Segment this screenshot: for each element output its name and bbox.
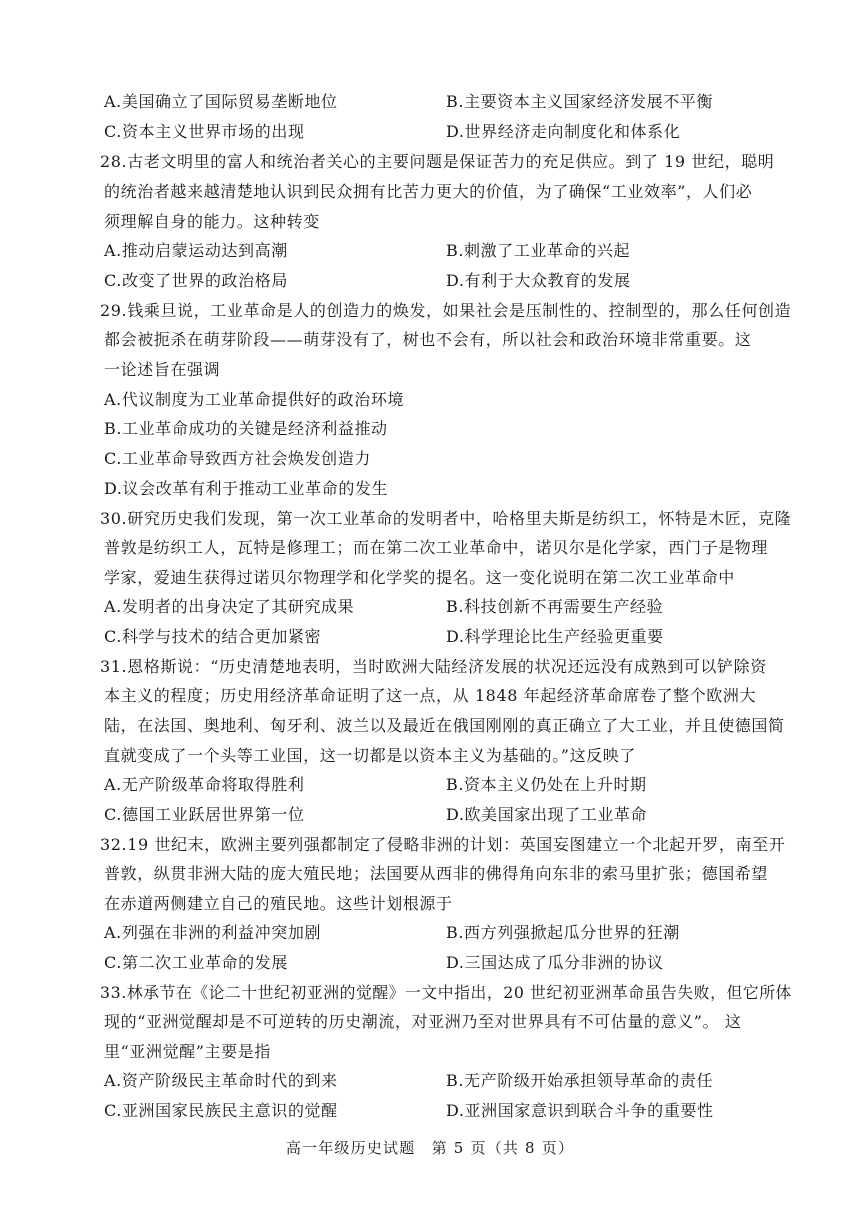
q32-stem-line-2: 普敦，纵贯非洲大陆的庞大殖民地；法国要从西非的佛得角向东非的索马里扩张；德国希望	[104, 864, 769, 883]
q32-option-d: D.三国达成了瓜分非洲的协议	[446, 953, 664, 972]
q27-option-d: D.世界经济走向制度化和体系化	[446, 122, 681, 141]
q29-stem-line-3: 一论述旨在强调	[104, 360, 221, 379]
q32-option-b: B.西方列强掀起瓜分世界的狂潮	[446, 923, 680, 942]
q30-option-a: A.发明者的出身决定了其研究成果	[104, 597, 355, 616]
q32-option-c: C.第二次工业革命的发展	[104, 953, 288, 972]
q28-stem-line-1: 28.古老文明里的富人和统治者关心的主要问题是保证苦力的充足供应。到了 19 世纪，聪明	[100, 152, 775, 171]
q29-option-b: B.工业革命成功的关键是经济利益推动	[104, 419, 388, 438]
q30-stem-line-3: 学家，爱迪生获得过诺贝尔物理学和化学奖的提名。这一变化说明在第二次工业革命中	[104, 568, 735, 587]
q29-option-c: C.工业革命导致西方社会焕发创造力	[104, 449, 371, 468]
q30-stem-line-1: 30.研究历史我们发现，第一次工业革命的发明者中，哈格里夫斯是纺织工，怀特是木匠，克隆	[100, 509, 792, 528]
q28-option-d: D.有利于大众教育的发展	[446, 271, 631, 290]
q33-option-c: C.亚洲国家民族民主意识的觉醒	[104, 1101, 338, 1120]
q31-option-c: C.德国工业跃居世界第一位	[104, 805, 305, 824]
q32-stem-line-3: 在赤道两侧建立自己的殖民地。这些计划根源于	[104, 894, 453, 913]
q33-option-a: A.资产阶级民主革命时代的到来	[104, 1071, 338, 1090]
q31-stem-line-3: 陆，在法国、奥地利、匈牙利、波兰以及最近在俄国刚刚的真正确立了大工业，并且使德国简	[104, 716, 785, 735]
q32-option-a: A.列强在非洲的利益冲突加剧	[104, 923, 322, 942]
q28-option-b: B.刺激了工业革命的兴起	[446, 241, 631, 260]
q33-option-b: B.无产阶级开始承担领导革命的责任	[446, 1071, 714, 1090]
q31-option-b: B.资本主义仍处在上升时期	[446, 775, 647, 794]
q28-stem-line-3: 须理解自身的能力。这种转变	[104, 212, 320, 231]
q28-option-c: C.改变了世界的政治格局	[104, 271, 288, 290]
q30-option-b: B.科技创新不再需要生产经验	[446, 597, 664, 616]
q30-option-d: D.科学理论比生产经验更重要	[446, 627, 664, 646]
q31-option-a: A.无产阶级革命将取得胜利	[104, 775, 305, 794]
q32-stem-line-1: 32.19 世纪末，欧洲主要列强都制定了侵略非洲的计划：英国妄图建立一个北起开罗，南至开	[100, 835, 786, 854]
q31-stem-line-1: 31.恩格斯说：“历史清楚地表明，当时欧洲大陆经济发展的状况还远没有成熟到可以铲除资	[100, 657, 767, 676]
q28-option-a: A.推动启蒙运动达到高潮	[104, 241, 288, 260]
q29-stem-line-2: 都会被扼杀在萌芽阶段——萌芽没有了，树也不会有，所以社会和政治环境非常重要。这	[104, 330, 752, 349]
q31-stem-line-4: 直就变成了一个头等工业国，这一切都是以资本主义为基础的。”这反映了	[104, 746, 636, 765]
q27-option-a: A.美国确立了国际贸易垄断地位	[104, 92, 338, 111]
q27-option-b: B.主要资本主义国家经济发展不平衡	[446, 92, 714, 111]
q31-stem-line-2: 本主义的程度；历史用经济革命证明了这一点，从 1848 年起经济革命席卷了整个欧洲大	[104, 686, 757, 705]
q30-stem-line-2: 普敦是纺织工人，瓦特是修理工；而在第二次工业革命中，诺贝尔是化学家，西门子是物理	[104, 538, 769, 557]
q29-option-d: D.议会改革有利于推动工业革命的发生	[104, 479, 389, 498]
q30-option-c: C.科学与技术的结合更加紧密	[104, 627, 322, 646]
q27-option-c: C.资本主义世界市场的出现	[104, 122, 305, 141]
q28-stem-line-2: 的统治者越来越清楚地认识到民众拥有比苦力更大的价值，为了确保“工业效率”，人们必	[104, 182, 753, 201]
q33-stem-line-2: 现的“亚洲觉醒却是不可逆转的历史潮流，对亚洲乃至对世界具有不可估量的意义”。 这	[104, 1012, 742, 1031]
page-footer: 高一年级历史试题 第 5 页（共 8 页）	[285, 1139, 575, 1157]
q33-stem-line-3: 里“亚洲觉醒”主要是指	[104, 1042, 271, 1061]
q33-stem-line-1: 33.林承节在《论二十世纪初亚洲的觉醒》一文中指出，20 世纪初亚洲革命虽告失败，但它所体	[100, 983, 792, 1002]
q29-stem-line-1: 29.钱乘旦说，工业革命是人的创造力的焕发，如果社会是压制性的、控制型的，那么任何创造	[100, 301, 792, 320]
q29-option-a: A.代议制度为工业革命提供好的政治环境	[104, 390, 405, 409]
q31-option-d: D.欧美国家出现了工业革命	[446, 805, 648, 824]
q33-option-d: D.亚洲国家意识到联合斗争的重要性	[446, 1101, 714, 1120]
